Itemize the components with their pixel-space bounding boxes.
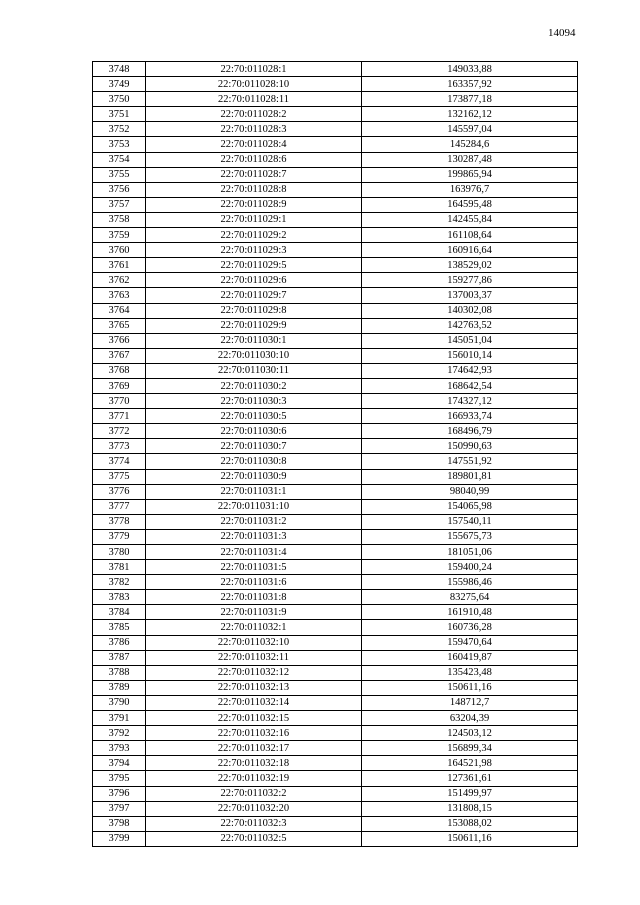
row-number-cell: 3789	[93, 680, 146, 695]
value-cell: 140302,08	[362, 303, 578, 318]
cadastral-number-cell: 22:70:011032:2	[146, 786, 362, 801]
cadastral-number-cell: 22:70:011029:2	[146, 228, 362, 243]
cadastral-number-cell: 22:70:011031:6	[146, 575, 362, 590]
cadastral-number-cell: 22:70:011028:4	[146, 137, 362, 152]
row-number-cell: 3776	[93, 484, 146, 499]
row-number-cell: 3774	[93, 454, 146, 469]
row-number-cell: 3781	[93, 560, 146, 575]
row-number-cell: 3772	[93, 424, 146, 439]
table-row	[93, 409, 578, 424]
cadastral-number-cell: 22:70:011032:19	[146, 771, 362, 786]
table-row	[93, 650, 578, 665]
table-row	[93, 243, 578, 258]
value-cell: 160736,28	[362, 620, 578, 635]
table-row	[93, 816, 578, 831]
cadastral-number-cell: 22:70:011032:10	[146, 635, 362, 650]
row-number-cell: 3769	[93, 378, 146, 393]
row-number-cell: 3768	[93, 363, 146, 378]
cadastral-number-cell: 22:70:011032:1	[146, 620, 362, 635]
value-cell: 159277,86	[362, 273, 578, 288]
value-cell: 164595,48	[362, 197, 578, 212]
table-row	[93, 152, 578, 167]
value-cell: 155675,73	[362, 529, 578, 544]
value-cell: 83275,64	[362, 590, 578, 605]
table-body	[93, 62, 578, 847]
table-row	[93, 77, 578, 92]
row-number-cell: 3763	[93, 288, 146, 303]
table-row	[93, 469, 578, 484]
table-row	[93, 620, 578, 635]
value-cell: 160916,64	[362, 243, 578, 258]
cadastral-number-cell: 22:70:011028:3	[146, 122, 362, 137]
row-number-cell: 3799	[93, 831, 146, 846]
table-row	[93, 107, 578, 122]
row-number-cell: 3755	[93, 167, 146, 182]
value-cell: 168496,79	[362, 424, 578, 439]
row-number-cell: 3771	[93, 409, 146, 424]
row-number-cell: 3777	[93, 499, 146, 514]
cadastral-number-cell: 22:70:011032:15	[146, 711, 362, 726]
value-cell: 174642,93	[362, 363, 578, 378]
value-cell: 148712,7	[362, 695, 578, 710]
cadastral-number-cell: 22:70:011032:3	[146, 816, 362, 831]
cadastral-number-cell: 22:70:011032:11	[146, 650, 362, 665]
row-number-cell: 3788	[93, 665, 146, 680]
table-row	[93, 590, 578, 605]
value-cell: 142763,52	[362, 318, 578, 333]
row-number-cell: 3759	[93, 228, 146, 243]
table-row	[93, 484, 578, 499]
table-row	[93, 605, 578, 620]
table-row	[93, 545, 578, 560]
cadastral-number-cell: 22:70:011030:11	[146, 363, 362, 378]
table-row	[93, 212, 578, 227]
value-cell: 159470,64	[362, 635, 578, 650]
row-number-cell: 3795	[93, 771, 146, 786]
cadastral-number-cell: 22:70:011030:7	[146, 439, 362, 454]
row-number-cell: 3750	[93, 92, 146, 107]
cadastral-number-cell: 22:70:011029:7	[146, 288, 362, 303]
value-cell: 163357,92	[362, 77, 578, 92]
cadastral-number-cell: 22:70:011031:5	[146, 560, 362, 575]
value-cell: 150611,16	[362, 680, 578, 695]
table-row	[93, 228, 578, 243]
table-row	[93, 288, 578, 303]
table-row	[93, 348, 578, 363]
row-number-cell: 3785	[93, 620, 146, 635]
value-cell: 147551,92	[362, 454, 578, 469]
value-cell: 135423,48	[362, 665, 578, 680]
cadastral-number-cell: 22:70:011032:18	[146, 756, 362, 771]
value-cell: 127361,61	[362, 771, 578, 786]
row-number-cell: 3753	[93, 137, 146, 152]
cadastral-number-cell: 22:70:011032:20	[146, 801, 362, 816]
cadastral-number-cell: 22:70:011032:16	[146, 726, 362, 741]
table-row	[93, 454, 578, 469]
cadastral-number-cell: 22:70:011031:2	[146, 514, 362, 529]
cadastral-number-cell: 22:70:011031:9	[146, 605, 362, 620]
row-number-cell: 3773	[93, 439, 146, 454]
table-row	[93, 680, 578, 695]
value-cell: 150611,16	[362, 831, 578, 846]
table-row	[93, 665, 578, 680]
value-cell: 151499,97	[362, 786, 578, 801]
row-number-cell: 3760	[93, 243, 146, 258]
table-row	[93, 273, 578, 288]
row-number-cell: 3796	[93, 786, 146, 801]
value-cell: 145597,04	[362, 122, 578, 137]
row-number-cell: 3761	[93, 258, 146, 273]
cadastral-number-cell: 22:70:011032:12	[146, 665, 362, 680]
cadastral-number-cell: 22:70:011030:3	[146, 394, 362, 409]
cadastral-value-table	[92, 61, 578, 847]
table-row	[93, 258, 578, 273]
value-cell: 161910,48	[362, 605, 578, 620]
table-row	[93, 122, 578, 137]
cadastral-number-cell: 22:70:011028:8	[146, 182, 362, 197]
table-row	[93, 62, 578, 77]
value-cell: 145284,6	[362, 137, 578, 152]
row-number-cell: 3798	[93, 816, 146, 831]
table-row	[93, 711, 578, 726]
row-number-cell: 3784	[93, 605, 146, 620]
value-cell: 160419,87	[362, 650, 578, 665]
row-number-cell: 3756	[93, 182, 146, 197]
table-row	[93, 333, 578, 348]
table-row	[93, 726, 578, 741]
cadastral-number-cell: 22:70:011028:2	[146, 107, 362, 122]
value-cell: 138529,02	[362, 258, 578, 273]
table-row	[93, 167, 578, 182]
table-row	[93, 756, 578, 771]
value-cell: 168642,54	[362, 378, 578, 393]
cadastral-number-cell: 22:70:011030:8	[146, 454, 362, 469]
row-number-cell: 3758	[93, 212, 146, 227]
value-cell: 164521,98	[362, 756, 578, 771]
cadastral-number-cell: 22:70:011028:10	[146, 77, 362, 92]
row-number-cell: 3782	[93, 575, 146, 590]
value-cell: 142455,84	[362, 212, 578, 227]
cadastral-number-cell: 22:70:011031:10	[146, 499, 362, 514]
value-cell: 98040,99	[362, 484, 578, 499]
table-row	[93, 137, 578, 152]
table-row	[93, 439, 578, 454]
table-row	[93, 635, 578, 650]
cadastral-number-cell: 22:70:011029:3	[146, 243, 362, 258]
row-number-cell: 3764	[93, 303, 146, 318]
row-number-cell: 3765	[93, 318, 146, 333]
value-cell: 174327,12	[362, 394, 578, 409]
value-cell: 181051,06	[362, 545, 578, 560]
value-cell: 159400,24	[362, 560, 578, 575]
table-row	[93, 695, 578, 710]
row-number-cell: 3778	[93, 514, 146, 529]
value-cell: 153088,02	[362, 816, 578, 831]
cadastral-number-cell: 22:70:011029:1	[146, 212, 362, 227]
cadastral-number-cell: 22:70:011028:7	[146, 167, 362, 182]
value-cell: 149033,88	[362, 62, 578, 77]
cadastral-number-cell: 22:70:011029:9	[146, 318, 362, 333]
value-cell: 161108,64	[362, 228, 578, 243]
row-number-cell: 3762	[93, 273, 146, 288]
cadastral-number-cell: 22:70:011032:17	[146, 741, 362, 756]
row-number-cell: 3770	[93, 394, 146, 409]
value-cell: 124503,12	[362, 726, 578, 741]
value-cell: 157540,11	[362, 514, 578, 529]
cadastral-number-cell: 22:70:011031:8	[146, 590, 362, 605]
cadastral-number-cell: 22:70:011029:8	[146, 303, 362, 318]
cadastral-number-cell: 22:70:011031:4	[146, 545, 362, 560]
row-number-cell: 3775	[93, 469, 146, 484]
table-row	[93, 575, 578, 590]
row-number-cell: 3783	[93, 590, 146, 605]
value-cell: 173877,18	[362, 92, 578, 107]
table-row	[93, 514, 578, 529]
row-number-cell: 3767	[93, 348, 146, 363]
value-cell: 155986,46	[362, 575, 578, 590]
table-row	[93, 363, 578, 378]
row-number-cell: 3792	[93, 726, 146, 741]
cadastral-number-cell: 22:70:011028:9	[146, 197, 362, 212]
table-row	[93, 182, 578, 197]
value-cell: 132162,12	[362, 107, 578, 122]
value-cell: 145051,04	[362, 333, 578, 348]
row-number-cell: 3749	[93, 77, 146, 92]
table-row	[93, 499, 578, 514]
value-cell: 154065,98	[362, 499, 578, 514]
cadastral-number-cell: 22:70:011028:11	[146, 92, 362, 107]
table-row	[93, 92, 578, 107]
page-number: 14094	[548, 27, 576, 39]
value-cell: 131808,15	[362, 801, 578, 816]
table-row	[93, 801, 578, 816]
table-row	[93, 786, 578, 801]
cadastral-number-cell: 22:70:011029:5	[146, 258, 362, 273]
cadastral-number-cell: 22:70:011030:1	[146, 333, 362, 348]
table-row	[93, 529, 578, 544]
cadastral-number-cell: 22:70:011030:2	[146, 378, 362, 393]
row-number-cell: 3794	[93, 756, 146, 771]
row-number-cell: 3786	[93, 635, 146, 650]
table-row	[93, 560, 578, 575]
row-number-cell: 3791	[93, 711, 146, 726]
table-row	[93, 197, 578, 212]
value-cell: 199865,94	[362, 167, 578, 182]
row-number-cell: 3793	[93, 741, 146, 756]
cadastral-number-cell: 22:70:011030:9	[146, 469, 362, 484]
value-cell: 189801,81	[362, 469, 578, 484]
cadastral-number-cell: 22:70:011031:1	[146, 484, 362, 499]
value-cell: 137003,37	[362, 288, 578, 303]
row-number-cell: 3751	[93, 107, 146, 122]
cadastral-number-cell: 22:70:011030:10	[146, 348, 362, 363]
table-row	[93, 741, 578, 756]
table-row	[93, 831, 578, 846]
value-cell: 156010,14	[362, 348, 578, 363]
table-row	[93, 318, 578, 333]
cadastral-number-cell: 22:70:011032:13	[146, 680, 362, 695]
table-row	[93, 424, 578, 439]
table-row	[93, 378, 578, 393]
row-number-cell: 3780	[93, 545, 146, 560]
row-number-cell: 3748	[93, 62, 146, 77]
cadastral-number-cell: 22:70:011029:6	[146, 273, 362, 288]
row-number-cell: 3754	[93, 152, 146, 167]
cadastral-number-cell: 22:70:011032:14	[146, 695, 362, 710]
table-row	[93, 394, 578, 409]
cadastral-number-cell: 22:70:011031:3	[146, 529, 362, 544]
row-number-cell: 3757	[93, 197, 146, 212]
table-row	[93, 771, 578, 786]
value-cell: 156899,34	[362, 741, 578, 756]
cadastral-number-cell: 22:70:011028:6	[146, 152, 362, 167]
value-cell: 166933,74	[362, 409, 578, 424]
table-row	[93, 303, 578, 318]
row-number-cell: 3779	[93, 529, 146, 544]
row-number-cell: 3787	[93, 650, 146, 665]
cadastral-number-cell: 22:70:011028:1	[146, 62, 362, 77]
cadastral-number-cell: 22:70:011030:5	[146, 409, 362, 424]
cadastral-number-cell: 22:70:011032:5	[146, 831, 362, 846]
cadastral-number-cell: 22:70:011030:6	[146, 424, 362, 439]
row-number-cell: 3797	[93, 801, 146, 816]
value-cell: 150990,63	[362, 439, 578, 454]
value-cell: 130287,48	[362, 152, 578, 167]
value-cell: 163976,7	[362, 182, 578, 197]
row-number-cell: 3752	[93, 122, 146, 137]
row-number-cell: 3766	[93, 333, 146, 348]
row-number-cell: 3790	[93, 695, 146, 710]
value-cell: 63204,39	[362, 711, 578, 726]
